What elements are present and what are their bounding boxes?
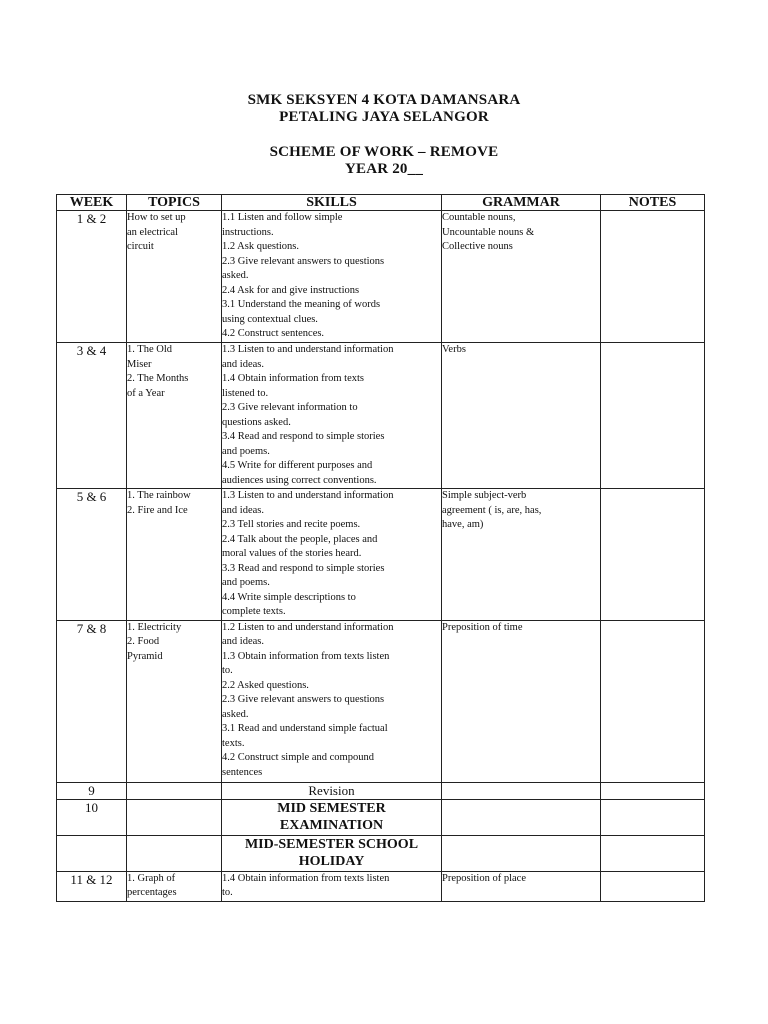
grammar-line: Preposition of time (442, 621, 523, 633)
topic-line: percentages (127, 887, 177, 898)
skill-line: to. (222, 887, 233, 898)
topics-cell (127, 871, 222, 901)
scheme-of-work-table (56, 194, 705, 902)
table-row (57, 343, 705, 489)
grammar-cell (442, 799, 601, 835)
skill-line: 1.3 Listen to and understand information (222, 344, 394, 355)
topics-cell (127, 799, 222, 835)
grammar-cell (442, 343, 601, 489)
topic-line: 1. Electricity (127, 621, 182, 633)
skill-line: to. (222, 665, 233, 676)
grammar-line: Collective nouns (442, 241, 513, 252)
topics-cell (127, 782, 222, 799)
grammar-cell (442, 782, 601, 799)
skill-line: 1.3 Listen to and understand information (222, 490, 394, 501)
skill-line: complete texts. (222, 606, 286, 617)
skill-line: 2.3 Give relevant answers to questions (222, 255, 385, 267)
skills-cell (222, 343, 442, 489)
header-skills: SKILLS (222, 195, 442, 211)
skill-line: 3.1 Read and understand simple factual (222, 723, 388, 734)
skill-line: 2.2 Asked questions. (222, 679, 309, 691)
topic-line: Miser (127, 358, 152, 370)
skill-line: 3.1 Understand the meaning of words (222, 299, 381, 310)
skill-line: 1.3 Obtain information from texts listen (222, 650, 390, 662)
week-cell: 3 & 4 (57, 343, 127, 489)
table-row (57, 782, 705, 799)
skill-line: 1.1 Listen and follow simple (222, 212, 343, 223)
skill-line: 2.4 Ask for and give instructions (222, 284, 360, 296)
topic-line: circuit (127, 241, 154, 252)
skill-line: 4.4 Write simple descriptions to (222, 591, 356, 603)
skill-line: and poems. (222, 445, 270, 457)
notes-cell (601, 871, 705, 901)
skill-line: questions asked. (222, 416, 291, 428)
skill-line: 1.2 Listen to and understand information (222, 621, 394, 633)
topic-line: 1. The rainbow (127, 490, 191, 501)
skill-line: 2.4 Talk about the people, places and (222, 533, 378, 545)
grammar-line: Countable nouns, (442, 212, 516, 223)
exam-cell (222, 799, 442, 835)
topic-line: 1. The Old (127, 344, 173, 355)
table-row (57, 211, 705, 343)
holiday-line: HOLIDAY (298, 853, 365, 869)
skill-line: and ideas. (222, 636, 264, 647)
document-title: SCHEME OF WORK – REMOVE (269, 144, 499, 160)
skill-line: audiences using correct conventions. (222, 474, 377, 486)
skill-line: using contextual clues. (222, 313, 318, 325)
skill-line: and ideas. (222, 358, 264, 370)
notes-cell (601, 835, 705, 871)
skill-line: 4.5 Write for different purposes and (222, 460, 373, 471)
topics-cell (127, 343, 222, 489)
topic-line: 2. Fire and Ice (127, 504, 188, 516)
table-row (57, 835, 705, 871)
notes-cell (601, 782, 705, 799)
grammar-line: Preposition of place (442, 872, 526, 884)
school-location: PETALING JAYA SELANGOR (279, 109, 489, 125)
grammar-cell (442, 489, 601, 621)
skills-cell (222, 620, 442, 782)
skill-line: 3.4 Read and respond to simple stories (222, 431, 385, 442)
skills-cell (222, 211, 442, 343)
week-cell (57, 835, 127, 871)
week-cell: 5 & 6 (57, 489, 127, 621)
table-row (57, 799, 705, 835)
week-cell: 1 & 2 (57, 211, 127, 343)
notes-cell (601, 620, 705, 782)
notes-cell (601, 489, 705, 621)
skills-cell (222, 489, 442, 621)
grammar-line: Verbs (442, 344, 466, 355)
school-name: SMK SEKSYEN 4 KOTA DAMANSARA (247, 92, 521, 108)
week-cell: 9 (57, 782, 127, 799)
document-year: YEAR 20__ (344, 161, 424, 177)
grammar-line: Simple subject-verb (442, 490, 527, 501)
table-row (57, 489, 705, 621)
skill-line: listened to. (222, 387, 269, 399)
grammar-cell (442, 835, 601, 871)
week-cell: 11 & 12 (57, 871, 127, 901)
header-week: WEEK (57, 195, 127, 211)
skill-line: sentences (222, 766, 263, 778)
topics-cell (127, 211, 222, 343)
skill-line: texts. (222, 737, 245, 749)
table-row (57, 871, 705, 901)
header-notes: NOTES (601, 195, 705, 211)
skill-line: asked. (222, 708, 249, 720)
holiday-line: MID-SEMESTER SCHOOL (244, 836, 419, 852)
topic-line: How to set up (127, 212, 186, 223)
grammar-line: Uncountable nouns & (442, 226, 535, 238)
skill-line: 1.2 Ask questions. (222, 241, 300, 252)
notes-cell (601, 343, 705, 489)
skill-line: 1.4 Obtain information from texts (222, 373, 365, 384)
revision-cell: Revision (222, 782, 442, 799)
holiday-cell (222, 835, 442, 871)
skill-line: and poems. (222, 577, 270, 588)
topics-cell (127, 835, 222, 871)
topics-cell (127, 489, 222, 621)
week-cell: 7 & 8 (57, 620, 127, 782)
skill-line: asked. (222, 270, 249, 281)
topic-line: Pyramid (127, 650, 163, 662)
notes-cell (601, 211, 705, 343)
topic-line: of a Year (127, 387, 165, 399)
topic-line: 1. Graph of (127, 872, 176, 884)
header-grammar: GRAMMAR (442, 195, 601, 211)
exam-line: EXAMINATION (279, 817, 384, 833)
notes-cell (601, 799, 705, 835)
grammar-cell (442, 620, 601, 782)
topic-line: 2. Food (127, 636, 160, 647)
table-row (57, 620, 705, 782)
topics-cell (127, 620, 222, 782)
skill-line: 4.2 Construct simple and compound (222, 752, 374, 763)
skill-line: moral values of the stories heard. (222, 548, 362, 559)
exam-line: MID SEMESTER (277, 800, 386, 816)
grammar-cell (442, 211, 601, 343)
header-topics: TOPICS (127, 195, 222, 211)
table-header-row (57, 195, 705, 211)
skill-line: 2.3 Give relevant answers to questions (222, 694, 385, 705)
skill-line: 2.3 Tell stories and recite poems. (222, 519, 361, 530)
grammar-line: agreement ( is, are, has, (442, 504, 542, 516)
skill-line: instructions. (222, 226, 274, 238)
grammar-line: have, am) (442, 519, 484, 530)
week-cell: 10 (57, 799, 127, 835)
topic-line: an electrical (127, 226, 179, 238)
topic-line: 2. The Months (127, 373, 189, 384)
skill-line: 1.4 Obtain information from texts listen (222, 872, 390, 884)
skill-line: 3.3 Read and respond to simple stories (222, 562, 385, 574)
skills-cell (222, 871, 442, 901)
skill-line: 2.3 Give relevant information to (222, 402, 358, 413)
grammar-cell (442, 871, 601, 901)
skill-line: and ideas. (222, 504, 264, 516)
skill-line: 4.2 Construct sentences. (222, 328, 325, 339)
